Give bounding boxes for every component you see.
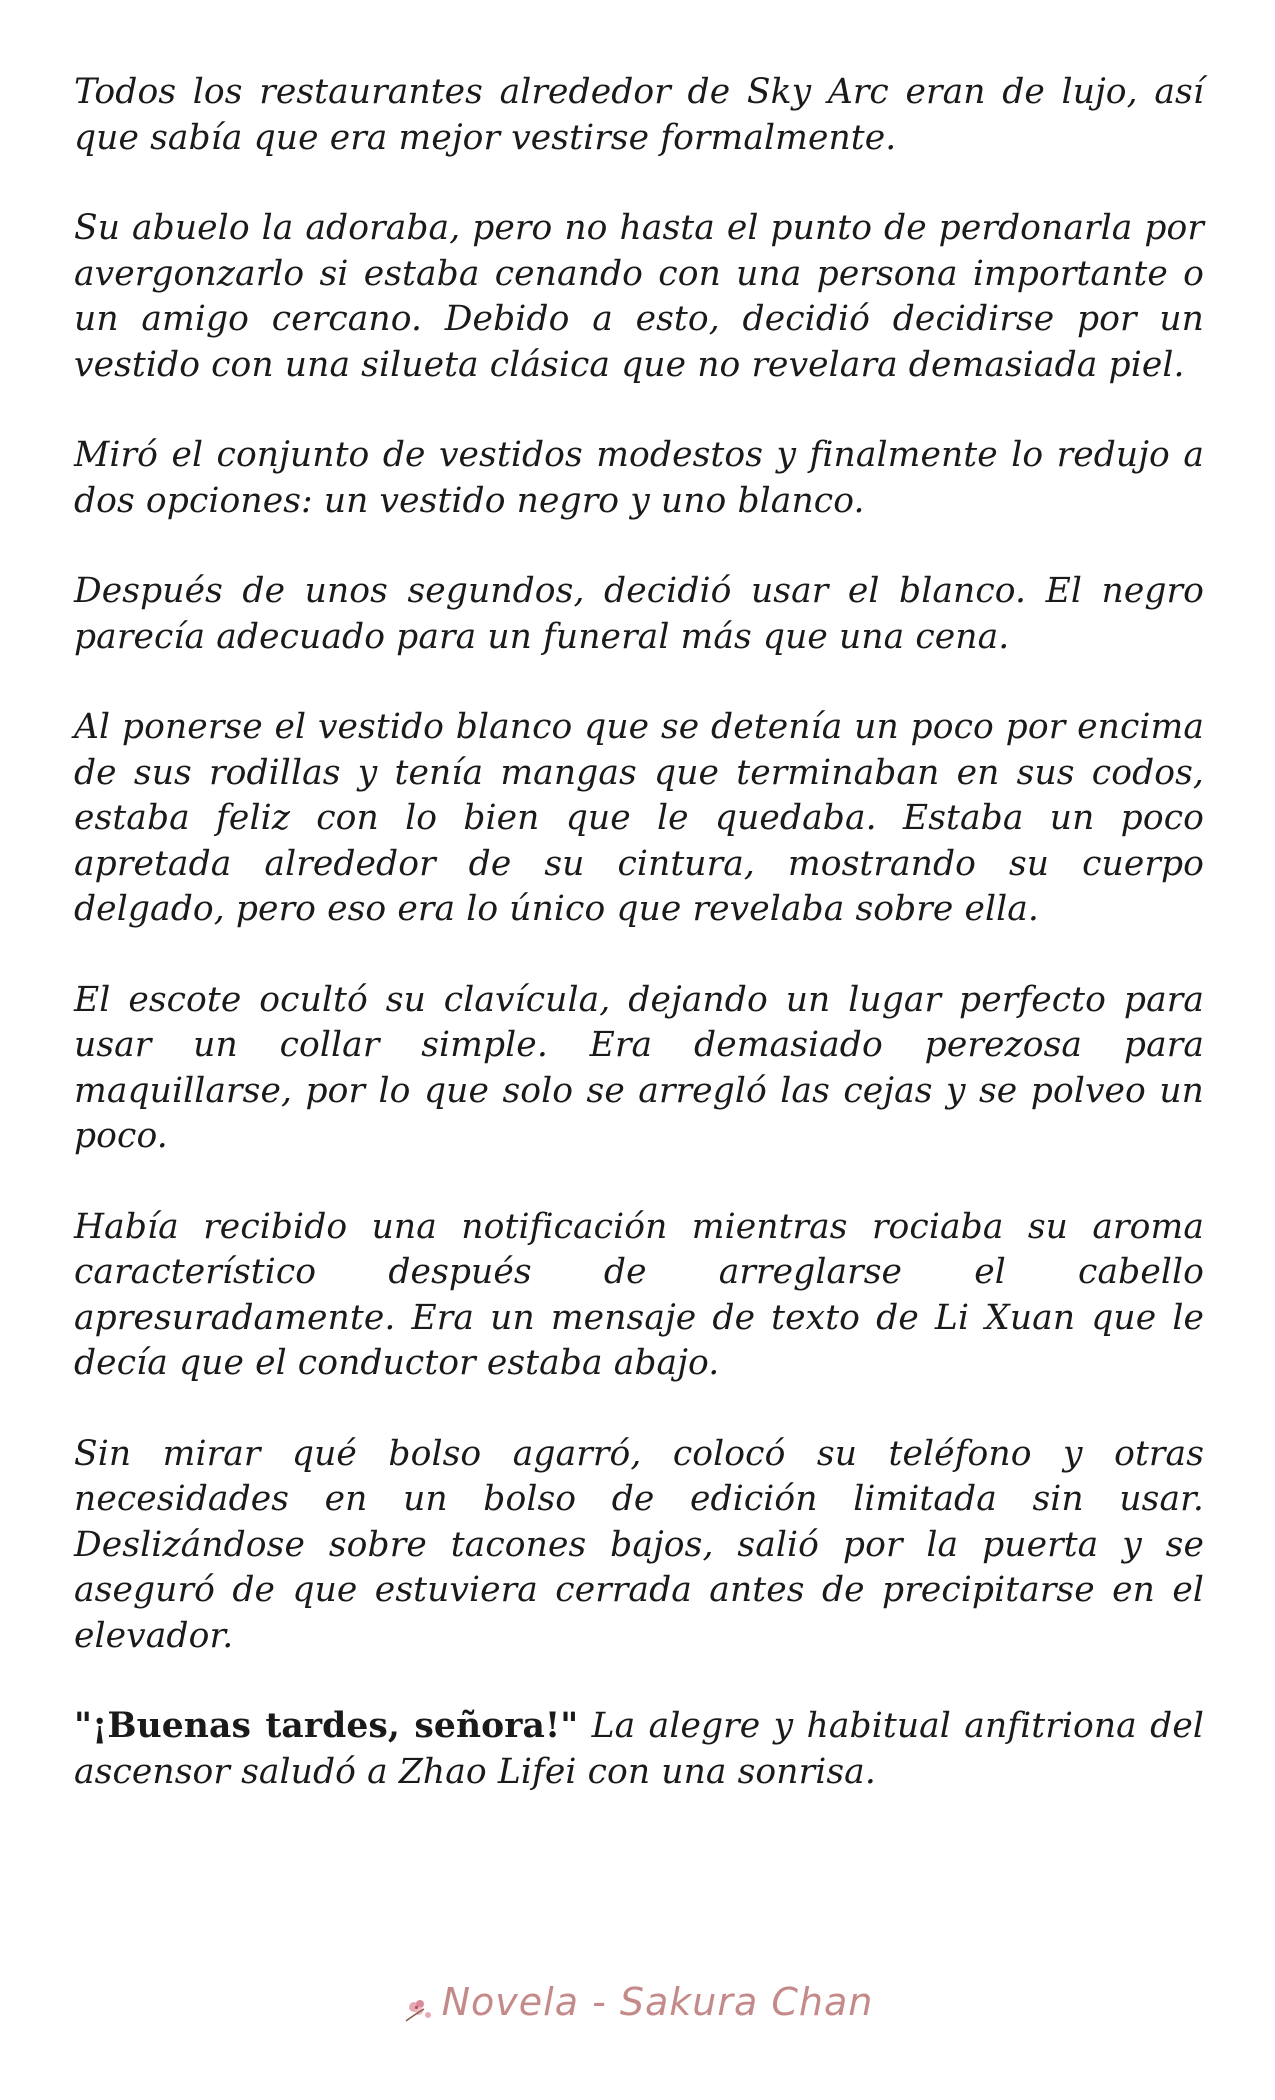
document-body [74,70,1204,1840]
dialog-text: "¡Buenas tardes, señora!" [74,1706,579,1746]
sakura-flower-icon [402,1990,436,2020]
paragraph-1: Todos los restaurantes alrededor de Sky Arc eran de lujo, así que sabía que era mejor vestirse formalmente. [74,72,1204,158]
paragraph-6: El escote ocultó su clavícula, dejando un lugar perfecto para usar un collar simple. Era demasiado perezosa para maquillarse, por lo que solo se arregló las cejas y se polveo un poco. [74,979,1204,1156]
watermark-text: Novela - Sakura Chan [441,1980,874,2024]
narration-text: La alegre y habitual anfitriona del ascensor saludó a Zhao Lifei con una sonrisa. [74,1706,1204,1792]
paragraph-3: Miró el conjunto de vestidos modestos y finalmente lo redujo a dos opciones: un vestido negro y uno blanco. [74,435,1204,521]
watermark [0,1980,1275,2024]
paragraph-5: Al ponerse el vestido blanco que se detenía un poco por encima de sus rodillas y tenía mangas que terminaban en sus codos, estaba feliz con lo bien que le quedaba. Estaba un poco apretada alrededor de su cintura, mostrando su cuerpo delgado, pero eso era lo único que revelaba sobre ella. [74,707,1204,929]
paragraph-9 [74,1704,1204,1795]
paragraph-7: Había recibido una notificación mientras rociaba su aroma característico después de arreglarse el cabello apresuradamente. Era un mensaje de texto de Li Xuan que le decía que el conductor estaba abajo. [74,1206,1204,1383]
paragraph-4: Después de unos segundos, decidió usar el blanco. El negro parecía adecuado para un funeral más que una cena. [74,571,1204,657]
paragraph-8: Sin mirar qué bolso agarró, colocó su teléfono y otras necesidades en un bolso de edición limitada sin usar. Deslizándose sobre tacones bajos, salió por la puerta y se aseguró de que estuviera cerrada antes de precipitarse en el elevador. [74,1433,1204,1656]
paragraph-2: Su abuelo la adoraba, pero no hasta el punto de perdonarla por avergonzarlo si estaba cenando con una persona importante o un amigo cercano. Debido a esto, decidió decidirse por un vestido con una silueta clásica que no revelara demasiada piel. [74,208,1204,385]
